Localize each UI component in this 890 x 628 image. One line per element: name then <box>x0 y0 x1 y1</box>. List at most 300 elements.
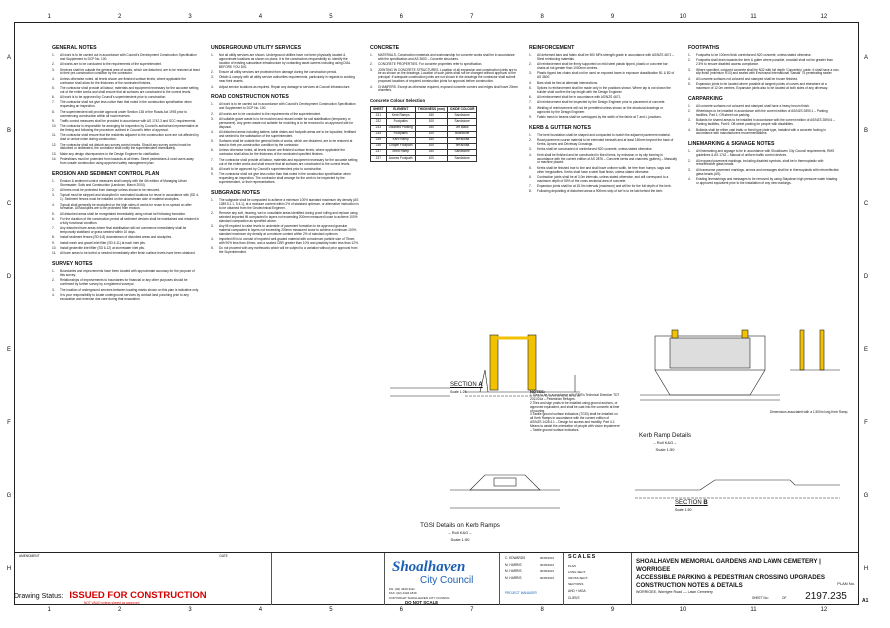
note-text: Following depositing of disturbed areas a 900mm strip of turf is to be laid behind the kerb. <box>537 189 664 194</box>
notes-column-3 <box>370 40 518 162</box>
table-cell: Access Footpath <box>386 155 415 161</box>
title-line-2: ACCESSIBLE PARKING & PEDESTRIAN CROSSING UPGRADES <box>636 574 825 581</box>
note-item <box>211 86 359 90</box>
grid-col-label: 12 <box>820 14 828 20</box>
note-item <box>688 160 840 168</box>
amendment-label: AMENDMENT <box>19 554 40 558</box>
note-text: All trees must be protected from damage unless shown to be removed. <box>60 188 160 193</box>
note-number: 2. <box>530 400 533 405</box>
note-number: 6. <box>529 95 532 100</box>
amendment-header <box>19 554 228 558</box>
grid-row-label: E <box>863 346 868 353</box>
reinforcement-title: REINFORCEMENT <box>529 45 575 51</box>
note-number: 5. <box>52 211 55 216</box>
grid-col-label: 3 <box>188 607 192 613</box>
note-text: Unless otherwise noted, all levels shown are finished surface levels, where applicable the contractor shall allow for the thickness of the nominated specified finishes. <box>219 148 345 157</box>
table-cell: Shed Ramp <box>386 149 415 155</box>
note-number: 2. <box>52 278 55 283</box>
note-text: Welding of reinforcement will not be permitted unless shown on the structural drawings or approved by the Design Engineer. <box>537 105 663 114</box>
note-text: Kerbs shall be finished true to line and shall have uniform width, be free from humps, sags and other irregularities. Kerbs shall have a steel float finish, unless stated otherwise. <box>537 165 671 174</box>
note-item <box>530 413 620 433</box>
grid-row-label: A <box>6 55 11 62</box>
grid-row-label: H <box>6 565 12 572</box>
note-item <box>529 139 677 147</box>
note-text: All transverse pavement markings, arrows and messages shall be in thermoplastic with retroreflective glass beads (AS). <box>696 167 839 176</box>
note-number: 4. <box>211 84 214 89</box>
note-item <box>52 218 200 226</box>
road-title: ROAD CONSTRUCTION NOTES <box>211 94 289 101</box>
note-text: Install geotextile inlet filter (SD 6-12) at stormwater inlet pits. <box>60 246 145 251</box>
table-cell: 234 <box>371 131 387 137</box>
note-item <box>688 59 840 67</box>
note-item <box>211 149 359 157</box>
note-item <box>370 86 518 94</box>
drawing-notes-title: NOTES: <box>530 389 546 394</box>
note-item <box>688 169 840 177</box>
signoff-date-1: 06/05/2016 <box>540 556 554 560</box>
subgrade-title: SUBGRADE NOTES <box>211 189 260 196</box>
table-cell: Kerb Ramps <box>386 113 415 119</box>
note-item <box>52 180 200 188</box>
grid-row-label: D <box>6 274 12 281</box>
note-number: 1. <box>211 102 214 107</box>
general-notes-title: GENERAL NOTES <box>52 45 97 51</box>
note-item <box>52 236 200 240</box>
surveyed-by: C. EDWARDS <box>505 556 526 560</box>
carparking-title: CARPARKING <box>688 95 723 102</box>
project-manager: PROJECT MANAGER <box>505 591 537 595</box>
grid-col-label: 1 <box>47 14 51 20</box>
note-text: The contractor is responsible for arranging for inspection by Council's authorised representative at the timing and following the procedure outlined in Council's letter of approval. <box>60 124 199 133</box>
signoff-date-2: 06/05/2016 <box>540 562 554 567</box>
note-item <box>688 119 840 127</box>
note-item <box>52 111 200 119</box>
grid-row-label: D <box>863 274 869 281</box>
section-a-drawing <box>390 335 580 396</box>
note-text: For the duration of the construction period all sediment devices shall be maintained and retained in a fully functional condition. <box>60 217 200 225</box>
section-a-scale: Scale 1:25 <box>450 390 467 394</box>
note-item <box>211 173 359 185</box>
note-text: Footpaths to be 100mm thick unreinforced N20 concrete, unless stated otherwise. <box>696 53 812 57</box>
note-number: 1. <box>211 197 214 202</box>
bollard-drawing <box>790 330 840 370</box>
note-number: 1. <box>52 178 55 183</box>
note-text: Bars shall be tied at alternate intersections. <box>537 80 598 85</box>
note-item <box>211 131 359 139</box>
sheet-no-label: SHEET No.: <box>752 596 770 600</box>
note-number: 7. <box>52 226 55 231</box>
note-number: 2. <box>529 138 532 143</box>
note-text: Fabric mesh in beams shall be overlapped by the width of the fabric at T and L junctions. <box>537 114 662 119</box>
note-text: Unless otherwise noted, all levels shown are finished surface levels, where applicable the contractor shall allow for the thickness of the nominated finishes. <box>60 76 186 85</box>
note-number: 1. <box>52 53 55 57</box>
note-text: Splices in reinforcement shall be made only in the positions shown. Where lap is not shown the builder shall confirm the lap length with the Design Engineer. <box>537 85 671 94</box>
note-number: 4. <box>211 130 214 135</box>
note-text: All work is to be approved by Council's superintendent prior to construction. <box>60 95 167 100</box>
grid-col-label: 7 <box>470 607 474 613</box>
table-cell: 100 <box>415 119 447 125</box>
note-item <box>52 194 200 202</box>
kerb-ramp-scale: Scale 1:50 <box>655 447 675 452</box>
note-text: All reinforcement shall be inspected by the Design Engineer prior to placement of concrete. <box>537 100 666 105</box>
note-item <box>529 72 677 80</box>
checked-by: M. HARRIS <box>505 575 522 580</box>
note-number: 4. <box>52 76 55 81</box>
note-text: Tiles and sign posts to be installed using ground anchors, or approved equivalent, and shall be cast into the concrete at time of pouring. <box>530 400 620 413</box>
note-text: Bollards for shared areas to be installed in accordance with the current edition of AS/NZS 2890.6 – Parking facilities, Part 6: Off-street parking for people with disabilities. <box>696 118 835 127</box>
note-item <box>370 69 518 85</box>
note-number: 8. <box>529 189 532 194</box>
note-number: 2. <box>370 62 373 67</box>
note-text: Plastic tipped bar chairs shall not be used on exposed faces in exposure classification B1 & B2 of AS 3600. <box>537 71 675 80</box>
footpaths-list <box>688 54 840 91</box>
table-cell: 231 <box>371 113 387 119</box>
grid-col-label: 6 <box>399 607 403 613</box>
note-number: 1. <box>688 103 691 108</box>
grid-col-label: 9 <box>610 607 615 613</box>
note-text: All exposed pavement markings, including disabled symbols, shall be in thermoplastic with retroreflective glass beads. <box>696 158 824 167</box>
note-item <box>52 134 200 142</box>
table-cell: Chapel Footpath <box>386 143 415 149</box>
erosion-list <box>52 180 200 256</box>
note-number: 7. <box>211 157 214 162</box>
table-cell: Terracotta <box>447 143 477 149</box>
note-text: Existing linemarkings and messages to be removed by using Stayclean high pressure water blasting or approved equivalent prior to the installation of any new markings. <box>696 176 838 185</box>
section-b-drawing <box>635 480 840 498</box>
table-cell: 235 <box>371 137 387 143</box>
note-text: Imported fill is to consist of imported well-graded material with a maximum particle size of 75mm, with 90% less than 40mm, and a soaked CBR greater than 10% and plasticity index less than 12%. <box>219 237 359 246</box>
note-text: Traffic control measures shall be provided in accordance with AS 1742.3 and SCC requirements. <box>60 118 197 123</box>
note-item <box>529 63 677 71</box>
grid-col-label: 10 <box>679 607 687 613</box>
note-text: Ensure all utility services are protected from damage during the construction period. <box>219 70 337 75</box>
note-item <box>211 238 359 246</box>
carparking-list <box>688 105 840 137</box>
note-item <box>52 69 200 77</box>
note-text: CHAMFERS. Except as otherwise required, exposed concrete corners and edges shall have 20mm chamfers. <box>378 84 518 93</box>
table-cell: 100 <box>415 143 447 149</box>
section-b-label: SECTION B <box>675 500 708 506</box>
kerb-ramp-subtitle: – Roll K&G – <box>653 440 677 445</box>
note-number: 10. <box>52 246 57 251</box>
note-number: 2. <box>52 62 55 67</box>
note-item <box>52 158 200 166</box>
grid-row-label: F <box>7 419 11 426</box>
note-number: 7. <box>52 100 55 105</box>
note-number: 4. <box>688 176 691 181</box>
note-number: 1. <box>529 53 532 57</box>
note-text: The location of underground services between locating marks shown on this plan is indicative only. <box>60 287 199 292</box>
note-item <box>52 144 200 152</box>
note-number: 14. <box>52 157 57 162</box>
note-number: 6. <box>52 95 55 100</box>
note-number: 3. <box>530 412 533 417</box>
note-text: Make any design discrepancies to the Design Engineer for clarification. <box>60 151 161 156</box>
note-number: 6. <box>529 174 532 179</box>
note-text: Pedestrians must be protected from hazards at all times. Street pedestrians & road users away from unsafe construction using approved safety management plan. <box>60 157 194 165</box>
note-number: 6. <box>52 217 55 222</box>
drawing-status <box>14 590 207 605</box>
note-item <box>211 54 359 70</box>
tgsi-subtitle: – Roll K&G – <box>448 530 472 535</box>
section-b-scale: Scale 1:50 <box>675 508 692 512</box>
note-text: JOINTING IN CONCRETE STRUCTURES. Location of all expansion and construction joints are to be as shown on the drawings. Location of such joints shall not be changed without approval of the principal. If adequate construction joints are not shown in the drawings the contractor shall submit proposed locations of required construction joints for approval before construction. <box>378 67 517 84</box>
designed-by: M. HARRIS <box>505 562 522 567</box>
grid-col-label: 11 <box>750 14 757 20</box>
note-item <box>211 103 359 111</box>
note-number: 3. <box>688 67 691 72</box>
note-number: 9. <box>52 240 55 245</box>
kerb-title: KERB & GUTTER NOTES <box>529 124 591 131</box>
note-number: 8. <box>52 235 55 240</box>
scale-long: LONG SECT. <box>568 570 586 574</box>
note-number: 4. <box>529 152 532 157</box>
grid-columns-top <box>14 13 859 22</box>
note-text: Obtain & comply with all utility service authorities requirements, particularly in regards to working near their assets. <box>219 75 355 84</box>
note-number: 2. <box>52 188 55 193</box>
note-text: All works are to be conducted to the requirements of the superintendent. <box>60 62 162 67</box>
note-number: 1. <box>688 53 691 57</box>
note-text: It is your responsibility to locate underground services by contact land punching prior to any excavation and exercise due care during that excavation. <box>60 292 189 301</box>
note-number: 3. <box>211 224 214 229</box>
note-number: 2. <box>211 111 214 116</box>
colour-table-header: THICKNESS (mm) <box>415 107 447 113</box>
note-text: All bare areas to be turfed or seeded immediately after finish surface levels have been obtained. <box>60 251 196 256</box>
note-number: 8. <box>52 109 55 114</box>
note-item <box>529 87 677 95</box>
grid-row-label: A <box>863 55 868 62</box>
notes-column-4 <box>529 40 677 196</box>
grid-col-label: 11 <box>750 607 757 613</box>
amendment-date-label: DATE <box>219 554 228 558</box>
note-item <box>529 190 677 194</box>
section-a-label: SECTION A <box>450 382 483 388</box>
note-item <box>211 199 359 211</box>
note-item <box>370 54 518 62</box>
status-label: Drawing Status: <box>14 593 64 600</box>
note-number: 3. <box>529 147 532 152</box>
tgsi-scale: Scale 1:50 <box>450 537 470 542</box>
grid-col-label: 8 <box>540 607 544 613</box>
grid-col-label: 8 <box>540 14 544 20</box>
note-number: 5. <box>211 246 214 251</box>
drawing-notes <box>530 390 620 433</box>
note-text: The contractor shall not give less notice than that noted in the construction specification when requesting an inspection. The contractor shall arrange for the work to be inspected by the superintendent, or their representatives. <box>219 172 351 184</box>
note-number: 5. <box>211 139 214 144</box>
note-text: The contractor shall not give less notice than that noted in the construction specification when requesting an inspection. <box>60 100 192 109</box>
grid-col-label: 1 <box>47 607 51 613</box>
grid-col-label: 5 <box>329 607 333 613</box>
table-cell: 233 <box>371 125 387 131</box>
grid-row-label: E <box>6 346 11 353</box>
amendment-cell-2 <box>272 553 385 605</box>
note-number: 11. <box>52 251 57 256</box>
note-number: 4. <box>52 202 55 207</box>
note-text: All disturbed areas shall be revegetated immediately using robust turf following formation. <box>60 211 186 216</box>
note-item <box>370 63 518 67</box>
note-text: Expansion joints to be located where possible at tangent points of curves and elsewhere at a maximum of 12.0m centres. Expansion joints also to be located at both sides of any driveway. <box>696 82 828 90</box>
note-text: All works are to be conducted to the requirements of the superintendent. <box>219 111 321 116</box>
note-item <box>211 159 359 167</box>
plan-number: 2197.235 <box>805 591 847 602</box>
note-item <box>52 252 200 256</box>
note-number: 8. <box>211 166 214 171</box>
note-number: 4. <box>529 80 532 85</box>
grid-row-label: H <box>863 565 869 572</box>
note-item <box>52 279 200 287</box>
note-item <box>52 125 200 133</box>
note-number: 13. <box>52 151 57 156</box>
note-number: 2. <box>211 210 214 215</box>
note-item <box>211 118 359 130</box>
note-item <box>529 54 677 62</box>
signoff-cell <box>500 553 564 605</box>
grid-col-label: 2 <box>117 607 122 613</box>
scale-sections: SECTIONS <box>568 582 584 586</box>
note-text: Erosion & sediment control measures shall comply with the 4th edition of Managing Urban Stormwater: Soils and Construction (Landcom, March 2004). <box>60 178 187 187</box>
table-cell: 150 <box>415 113 447 119</box>
council-logo <box>392 557 482 595</box>
colour-table-header: ELEMENT <box>386 107 415 113</box>
note-text: All work is to be carried out in accordance with Council's Development Construction Specification and Supplement to DCP No. 100. <box>60 53 197 61</box>
note-text: CONCRETE PROPERTIES. For concrete properties refer to specification. <box>378 62 483 67</box>
table-cell: 237 <box>371 155 387 161</box>
note-number: 2. <box>688 158 691 163</box>
drawing-title <box>632 556 859 589</box>
tgsi-plan-drawing <box>450 475 560 508</box>
note-text: All reinforcement shall be in accordance with AS/NZS 4671. <box>537 95 622 100</box>
note-number: 2. <box>211 70 214 75</box>
note-item <box>52 101 200 109</box>
grid-col-label: 7 <box>470 14 474 20</box>
note-number: 3. <box>688 118 691 123</box>
scale-rows <box>568 563 588 587</box>
grid-col-label: 2 <box>117 14 122 20</box>
note-number: 6. <box>211 148 214 153</box>
note-text: The superintendent will provide approval under Section 138 of the Roads Act 1993 prior to commencing construction within all road reserves. <box>60 109 188 118</box>
sheet-size: A1 <box>862 598 869 604</box>
note-item <box>52 87 200 95</box>
note-number: 9. <box>529 114 532 119</box>
survey-title: SURVEY NOTES <box>52 261 93 268</box>
table-cell: Sandstone <box>447 119 477 125</box>
note-item <box>211 247 359 255</box>
note-item <box>529 101 677 105</box>
note-text: All deformed bars and fabric shall be 500 MPa strength grade in accordance with AS/NZS 4671 – Steel reinforcing materials. <box>537 53 674 61</box>
scales-label: SCALES <box>568 554 597 560</box>
note-item <box>52 78 200 86</box>
note-text: Tiles to be in accordance with RMS's Technical Direction TDT 2011/01a – Pedestrian Refuges. <box>530 392 620 401</box>
table-cell: Footpaths <box>386 131 415 137</box>
concrete-title: CONCRETE <box>370 45 400 51</box>
note-text: All work is to be carried out in accordance with Council's Development Construction Specification and Supplement to DCP No. 100. <box>219 102 356 111</box>
kerb-ramp-title-block <box>620 432 710 453</box>
note-text: Do not proceed with any earthworks which will be subject to a variation without prior approval from the Superintendent. <box>219 246 358 255</box>
note-text: The kerb foundation shall be shaped and compacted to match the adjacent pavement material. <box>537 132 671 137</box>
survey-list <box>52 270 200 302</box>
grid-row-label: F <box>864 419 868 426</box>
note-text: All concrete surfaces not coloured and stamped shall have a heavy broom finish. <box>696 103 810 108</box>
scales-cell <box>564 553 632 605</box>
note-text: Topsoil must be stripped and stockpiled in nominated locations for reuse in accordance with (SD 4-1). Sediment fences must be installed on the downstream side of material stockpiles. <box>60 193 200 202</box>
note-item <box>529 167 677 175</box>
sheet-of-label: OF <box>782 596 787 600</box>
note-number: 1. <box>688 149 691 154</box>
note-item <box>211 212 359 224</box>
note-number: 2. <box>529 62 532 67</box>
note-number: 5. <box>52 85 55 90</box>
note-text: Tactile ground surface indicators (TGSI) shall be installed on all Kerb Ramps in accordance with the current edition of AS/NZS 1428.4.1 – Design for access and mobility. Part 4.1: Means to assist the orientation of people with vision impairment – Tactile ground surface indicators. <box>530 412 620 433</box>
note-item <box>529 176 677 184</box>
table-cell: Kerb Ramp <box>386 137 415 143</box>
note-number: 2. <box>688 109 691 114</box>
note-text: Wheelstops to be installed in accordance with the current edition of AS/NZS 2890.1 – Parking facilities, Part 1: Off-street car parking. <box>696 109 828 118</box>
location: WORRIGEE, Worrigee Road — Lawn Cemetery <box>636 590 713 594</box>
grid-col-label: 3 <box>188 14 192 20</box>
note-text: Relationships of improvements to boundaries for financial or any other purposes should be confirmed by further survey by a registered surveyor. <box>60 278 188 287</box>
datum: AHD + MGA <box>568 589 586 593</box>
grid-col-label: 6 <box>399 14 403 20</box>
note-number: 5. <box>529 85 532 90</box>
table-cell: 100 <box>415 131 447 137</box>
note-number: 3. <box>52 67 55 72</box>
drawn-by: M. HARRIS <box>505 569 522 573</box>
colour-table-header: SHEET <box>371 107 387 113</box>
note-item <box>52 270 200 278</box>
note-number: 7. <box>529 100 532 105</box>
underground-title: UNDERGROUND UTILITY SERVICES <box>211 45 302 51</box>
note-text: Topsoil shall generally be stockpiled on the high sides of works for reuse to re-spread on after formation. All stockpiles are to be protected from erosion. <box>60 202 192 211</box>
grid-row-label: G <box>6 492 12 499</box>
note-number: 3. <box>688 167 691 172</box>
note-number: 9. <box>211 172 214 177</box>
note-number: 9. <box>52 118 55 123</box>
kerb-list <box>529 134 677 195</box>
title-line-3: CONSTRUCTION NOTES & DETAILS <box>636 582 743 589</box>
note-item <box>52 63 200 67</box>
grid-col-label: 4 <box>258 14 263 20</box>
note-text: Install sediment fences (SD 6-8) downstream of disturbed areas and stockpiles. <box>60 235 172 240</box>
general-notes-list <box>52 54 200 166</box>
table-cell: 150 <box>415 137 447 143</box>
note-number: 3. <box>52 287 55 292</box>
table-row <box>371 155 477 161</box>
note-number: 8. <box>529 105 532 110</box>
table-cell: 100 <box>415 155 447 161</box>
note-text: The subgrade shall be compacted to achieve a minimum 100% standard maximum dry density (AS 1289.5.1.1, 5.4.1), at a moisture content within 2% of standard optimum, or alternative instruction is to be obtained from the Geotechnical Engineer. <box>219 197 359 210</box>
scale-plan: PLAN <box>568 564 576 568</box>
table-cell: 236 <box>371 143 387 149</box>
note-text: Install mesh and gravel inlet filter (SD 6-11) at each inlet pits. <box>60 240 146 245</box>
signoff-dates <box>540 555 554 581</box>
note-number: 3. <box>370 67 373 72</box>
note-number: 2. <box>688 58 691 63</box>
colour-table <box>370 106 477 162</box>
drawing-notes-list <box>530 394 620 433</box>
note-item <box>688 110 840 118</box>
note-text: Adjust service locations as required. Repair any damage to services at Council infrastructure. <box>219 84 351 89</box>
note-item <box>211 113 359 117</box>
note-text: Where specified, coloured concrete shall be N32 with full depth 'Concentric' oxide. It shall have a non-slip finish (minimum R10) and sealed with Enviroseal International 'Sanaki' 75 penetrating sealer. <box>696 67 840 76</box>
note-text: All reinforcement shall be firmly supported on mild steel plastic tipped, plastic or concrete bar chairs at not greater than 1000mm centres. <box>537 62 668 71</box>
linemarking-title: LINEMARKING & SIGNAGE NOTES <box>688 141 775 148</box>
note-item <box>52 294 200 302</box>
status-value: ISSUED FOR CONSTRUCTION <box>69 590 207 601</box>
reinforcement-list <box>529 54 677 120</box>
grid-col-label: 4 <box>258 607 263 613</box>
note-text: Kerbs shall be constructed of unreinforced N20 concrete, unless stated otherwise. <box>537 147 653 152</box>
note-number: 5. <box>529 165 532 170</box>
